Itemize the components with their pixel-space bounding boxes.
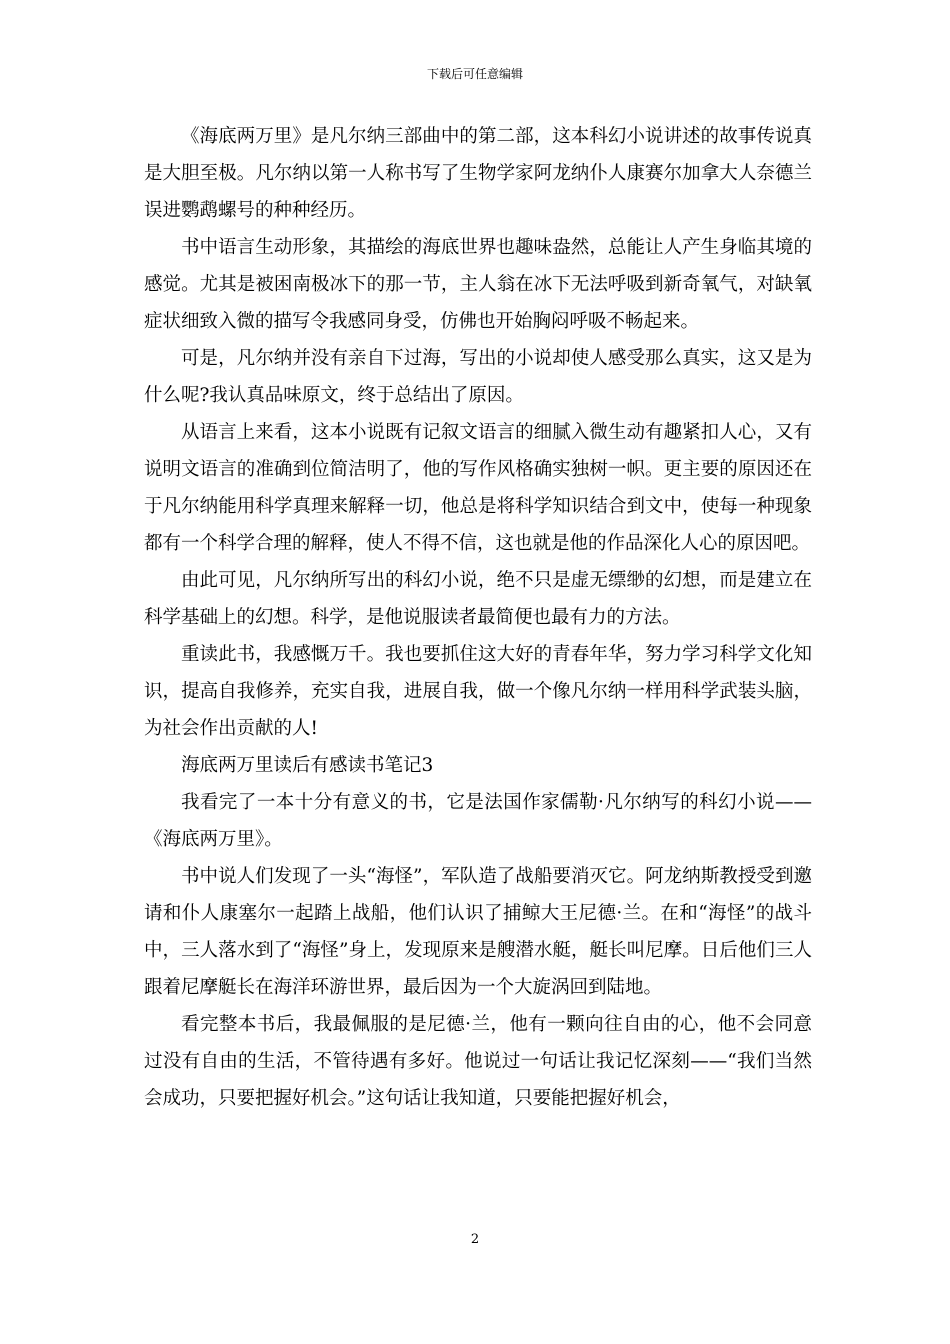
document-body <box>144 118 812 1117</box>
page-header: 下载后可任意编辑 <box>426 67 523 81</box>
section-heading: 海底两万里读后有感读书笔记3 <box>181 755 434 776</box>
paragraph: 看完整本书后，我最佩服的是尼德·兰，他有一颗向往自由的心，他不会同意过没有自由的生活，不管待遇有多好。他说过一句话让我记忆深刻——“我们当然会成功，只要把握好机会。”这句话让我知道，只要能把握好机会， <box>144 1014 812 1109</box>
paragraph: 书中语言生动形象，其描绘的海底世界也趣味盎然，总能让人产生身临其境的感觉。尤其是被困南极冰下的那一节，主人翁在冰下无法呼吸到新奇氧气，对缺氧症状细致入微的描写令我感同身受，仿佛也开始胸闷呼吸不畅起来。 <box>144 237 812 332</box>
paragraph: 可是，凡尔纳并没有亲自下过海，写出的小说却使人感受那么真实，这又是为什么呢?我认真品味原文，终于总结出了原因。 <box>144 348 812 406</box>
paragraph: 由此可见，凡尔纳所写出的科幻小说，绝不只是虚无缥缈的幻想，而是建立在科学基础上的幻想。科学，是他说服读者最简便也最有力的方法。 <box>144 570 812 628</box>
paragraph: 《海底两万里》是凡尔纳三部曲中的第二部，这本科幻小说讲述的故事传说真是大胆至极。凡尔纳以第一人称书写了生物学家阿龙纳仆人康赛尔加拿大人奈德兰误进鹦鹉螺号的种种经历。 <box>144 126 812 221</box>
page-number: 2 <box>470 1232 480 1247</box>
paragraph: 重读此书，我感慨万千。我也要抓住这大好的青春年华，努力学习科学文化知识，提高自我修养，充实自我，进展自我，做一个像凡尔纳一样用科学武装头脑，为社会作出贡献的人! <box>144 644 812 739</box>
paragraph: 书中说人们发现了一头“海怪”，军队造了战船要消灭它。阿龙纳斯教授受到邀请和仆人康塞尔一起踏上战船，他们认识了捕鲸大王尼德·兰。在和“海怪”的战斗中，三人落水到了“海怪”身上，发现原来是艘潜水艇，艇长叫尼摩。日后他们三人跟着尼摩艇长在海洋环游世界，最后因为一个大旋涡回到陆地。 <box>144 866 812 998</box>
paragraph: 从语言上来看，这本小说既有记叙文语言的细腻入微生动有趣紧扣人心，又有说明文语言的准确到位简洁明了，他的写作风格确实独树一帜。更主要的原因还在于凡尔纳能用科学真理来解释一切，他总是将科学知识结合到文中，使每一种现象都有一个科学合理的解释，使人不得不信，这也就是他的作品深化人心的原因吧。 <box>144 422 812 554</box>
paragraph: 我看完了一本十分有意义的书，它是法国作家儒勒·凡尔纳写的科幻小说——《海底两万里》。 <box>144 792 812 850</box>
